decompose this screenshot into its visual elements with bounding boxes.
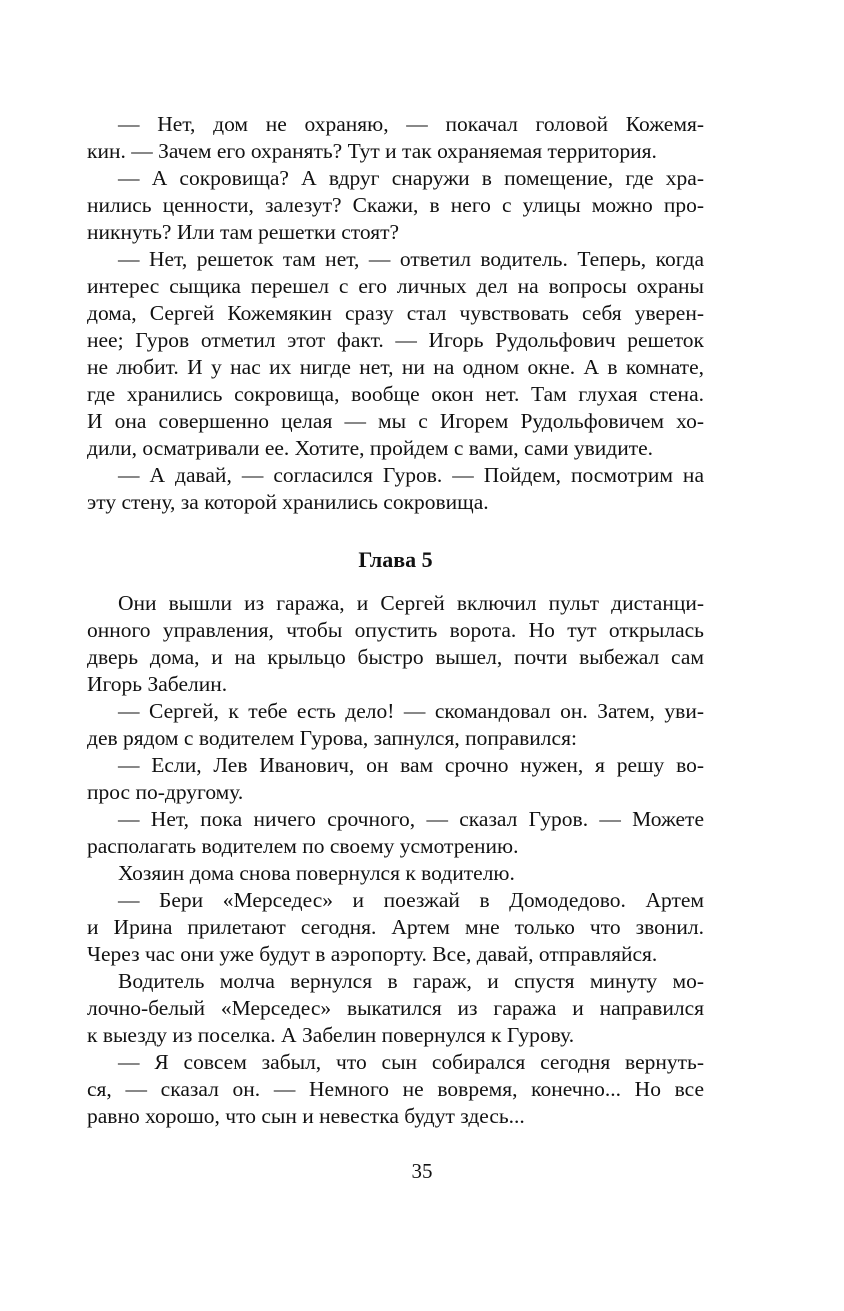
text-line: — Нет, дом не охраняю, — покачал головой Кожемя- [118,112,704,136]
text-line: — Сергей, к тебе есть дело! — скомандовал он. Затем, уви- [118,699,704,723]
text-block-before-chapter [87,111,704,516]
text-line: — Нет, пока ничего срочного, — сказал Гуров. — Можете [118,807,704,831]
text-line: интерес сыщика перешел с его личных дел на вопросы охраны [87,274,704,298]
text-line: прос по-другому. [87,780,244,804]
text-line: располагать водителем по своему усмотрению. [87,834,519,858]
text-line: дили, осматривали ее. Хотите, пройдем с вами, сами увидите. [87,436,654,460]
text-line: — Бери «Мерседес» и поезжай в Домодедово. Артем [118,888,704,912]
text-line: эту стену, за которой хранились сокровища. [87,490,489,514]
text-line: — А давай, — согласился Гуров. — Пойдем, посмотрим на [118,463,704,487]
chapter-title: Глава 5 [358,547,433,572]
text-line: — Я совсем забыл, что сын собирался сегодня вернуть- [118,1050,704,1074]
text-line: нее; Гуров отметил этот факт. — Игорь Рудольфович решеток [87,328,704,352]
text-line: Через час они уже будут в аэропорту. Все, давай, отправляйся. [87,942,658,966]
text-line: дев рядом с водителем Гурова, запнулся, поправился: [87,726,577,750]
text-line: Хозяин дома снова повернулся к водителю. [118,861,515,885]
text-line: дверь дома, и на крыльцо быстро вышел, почти выбежал сам [87,645,704,669]
text-line: к выезду из поселка. А Забелин повернулся к Гурову. [87,1023,575,1047]
text-line: Они вышли из гаража, и Сергей включил пульт дистанци- [118,591,704,615]
text-line: нились ценности, залезут? Скажи, в него с улицы можно про- [87,193,704,217]
text-line: — Если, Лев Иванович, он вам срочно нужен, я решу во- [118,753,704,777]
text-line: Водитель молча вернулся в гараж, и спустя минуту мо- [118,969,704,993]
text-line: ся, — сказал он. — Немного не вовремя, конечно... Но все [87,1077,704,1101]
text-line: где хранились сокровища, вообще окон нет. Там глухая стена. [87,382,704,406]
text-line: — А сокровища? А вдруг снаружи в помещение, где хра- [118,166,704,190]
text-line: не любит. И у нас их нигде нет, ни на одном окне. А в комнате, [87,355,704,379]
text-line: никнуть? Или там решетки стоят? [87,220,400,244]
text-line: и Ирина прилетают сегодня. Артем мне только что звонил. [87,915,704,939]
text-line: И она совершенно целая — мы с Игорем Рудольфовичем хо- [87,409,704,433]
text-line: Игорь Забелин. [87,672,228,696]
book-page [87,111,704,1130]
text-block-after-chapter [87,590,704,1130]
text-line: — Нет, решеток там нет, — ответил водитель. Теперь, когда [118,247,704,271]
text-line: равно хорошо, что сын и невестка будут здесь... [87,1104,525,1128]
text-line: лочно-белый «Мерседес» выкатился из гаража и направился [87,996,704,1020]
text-line: онного управления, чтобы опустить ворота. Но тут открылась [87,618,704,642]
text-line: дома, Сергей Кожемякин сразу стал чувствовать себя уверен- [87,301,704,325]
page-number: 35 [411,1159,433,1183]
text-line: кин. — Зачем его охранять? Тут и так охраняемая территория. [87,139,657,163]
